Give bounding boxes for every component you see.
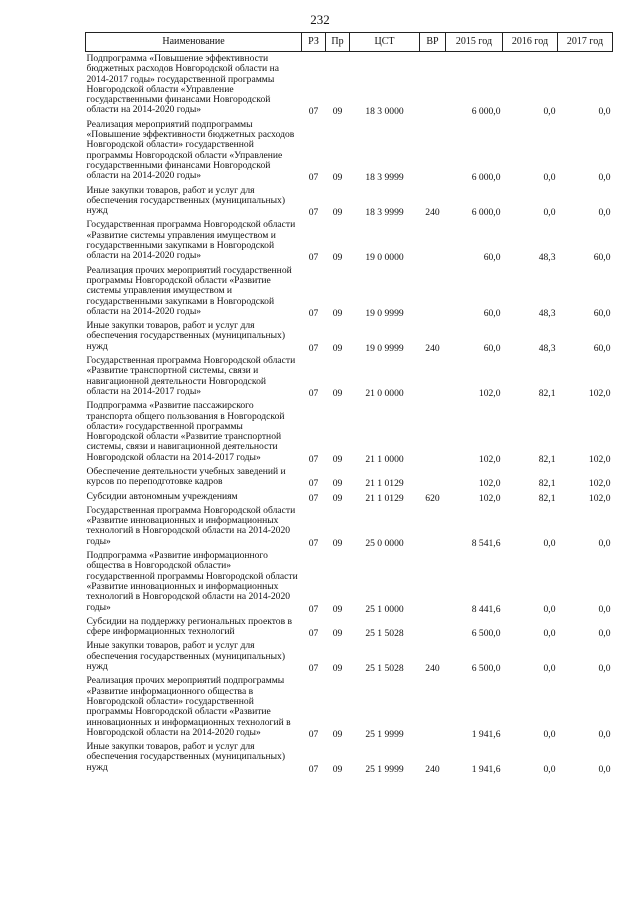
cell-y2017: 0,0 xyxy=(598,628,611,640)
cell-name: Иные закупки товаров, работ и услуг для обеспечения государственных (муниципальных) нужд xyxy=(86,640,286,673)
table-row xyxy=(86,118,613,184)
header-2017: 2017 год xyxy=(558,33,613,52)
cell-y2016: 0,0 xyxy=(543,537,556,549)
cell-y2017: 0,0 xyxy=(598,663,611,675)
cell-y2015: 60,0 xyxy=(483,342,501,354)
cell-rz: 07 xyxy=(308,763,319,775)
cell-y2015: 102,0 xyxy=(478,453,501,465)
table-row xyxy=(86,504,613,549)
cell-pr: 09 xyxy=(332,172,343,184)
cell-cst: 25 1 9999 xyxy=(365,763,404,775)
cell-vr xyxy=(420,264,446,319)
cell-pr: 09 xyxy=(332,106,343,118)
header-rz: РЗ xyxy=(302,33,326,52)
cell-name: Государственная программа Новгородской области «Развитие транспортной системы, связи и навигационной деятельности Новгородской области на 2014-2017 годы» xyxy=(86,355,296,397)
table-body xyxy=(86,52,613,776)
cell-y2015: 6 500,0 xyxy=(471,663,501,675)
cell-vr xyxy=(420,615,446,640)
cell-name: Государственная программа Новгородской области «Развитие системы управления имуществом и государственными закупками в Новгородской области на 2014-2020 годы» xyxy=(86,219,296,262)
page-number: 232 xyxy=(310,12,330,27)
cell-rz: 07 xyxy=(308,307,319,319)
table-row xyxy=(86,674,613,740)
cell-name: Иные закупки товаров, работ и услуг для обеспечения государственных (муниципальных) нужд xyxy=(86,184,286,217)
cell-cst: 21 0 0000 xyxy=(365,387,404,399)
table-row xyxy=(86,490,613,504)
cell-y2016: 48,3 xyxy=(538,307,556,319)
cell-name: Субсидии на поддержку региональных проектов в сфере информационных технологий xyxy=(86,615,293,638)
cell-cst: 19 0 9999 xyxy=(365,342,404,354)
table-row xyxy=(86,740,613,775)
cell-y2017: 0,0 xyxy=(598,728,611,740)
cell-y2016: 0,0 xyxy=(543,763,556,775)
cell-cst: 18 3 9999 xyxy=(365,172,404,184)
cell-pr: 09 xyxy=(332,342,343,354)
table-row xyxy=(86,549,613,615)
cell-y2015: 60,0 xyxy=(483,252,501,264)
cell-y2017: 0,0 xyxy=(598,172,611,184)
cell-y2017: 102,0 xyxy=(588,478,611,490)
cell-y2017: 0,0 xyxy=(598,603,611,615)
cell-rz: 07 xyxy=(308,603,319,615)
cell-y2016: 0,0 xyxy=(543,663,556,675)
cell-rz: 07 xyxy=(308,663,319,675)
cell-pr: 09 xyxy=(332,478,343,490)
cell-cst: 21 1 0129 xyxy=(365,478,404,490)
cell-y2015: 102,0 xyxy=(478,492,501,504)
cell-rz: 07 xyxy=(308,492,319,504)
cell-rz: 07 xyxy=(308,342,319,354)
cell-y2016: 82,1 xyxy=(538,478,556,490)
table-row xyxy=(86,465,613,490)
cell-y2016: 82,1 xyxy=(538,492,556,504)
cell-y2016: 0,0 xyxy=(543,207,556,219)
cell-cst: 19 0 9999 xyxy=(365,307,404,319)
cell-vr xyxy=(420,504,446,549)
cell-pr: 09 xyxy=(332,453,343,465)
cell-name: Подпрограмма «Повышение эффективности бюджетных расходов Новгородской области на 2014-2017 годы» государственной программы Новгородской области «Управление государственными финансами Новгородской области на 2014-2020 годы» xyxy=(86,53,279,116)
cell-pr: 09 xyxy=(332,307,343,319)
cell-pr: 09 xyxy=(332,537,343,549)
table-row xyxy=(86,52,613,118)
cell-y2015: 102,0 xyxy=(478,387,501,399)
table-row xyxy=(86,218,613,263)
cell-pr: 09 xyxy=(332,663,343,675)
cell-y2017: 0,0 xyxy=(598,106,611,118)
table-row xyxy=(86,319,613,354)
cell-vr xyxy=(420,354,446,399)
cell-y2015: 6 500,0 xyxy=(471,628,501,640)
cell-y2016: 0,0 xyxy=(543,172,556,184)
cell-pr: 09 xyxy=(332,252,343,264)
cell-y2016: 0,0 xyxy=(543,603,556,615)
cell-vr xyxy=(420,399,446,465)
cell-y2015: 8 441,6 xyxy=(471,603,501,615)
cell-vr: 240 xyxy=(425,763,440,775)
cell-name: Подпрограмма «Развитие пассажирского транспорта общего пользования в Новгородской области» государственной программы Новгородской области «Развитие транспортной системы, связи и навигационной деятельности Новгородской области на 2014-2017 годы» xyxy=(86,400,285,463)
cell-name: Государственная программа Новгородской области «Развитие инновационных и информационных технологий в Новгородской области на 2014-2020 годы» xyxy=(86,504,296,547)
header-vr: ВР xyxy=(420,33,446,52)
budget-table xyxy=(85,32,613,775)
cell-pr: 09 xyxy=(332,207,343,219)
cell-vr xyxy=(420,218,446,263)
cell-rz: 07 xyxy=(308,106,319,118)
cell-vr: 620 xyxy=(425,492,440,504)
table-row xyxy=(86,354,613,399)
cell-cst: 21 1 0000 xyxy=(365,453,404,465)
cell-vr: 240 xyxy=(425,663,440,675)
cell-cst: 25 1 5028 xyxy=(365,663,404,675)
cell-vr xyxy=(420,52,446,118)
cell-y2015: 6 000,0 xyxy=(471,172,501,184)
cell-pr: 09 xyxy=(332,387,343,399)
cell-rz: 07 xyxy=(308,387,319,399)
cell-cst: 25 0 0000 xyxy=(365,537,404,549)
cell-y2017: 60,0 xyxy=(593,342,611,354)
cell-name: Реализация прочих мероприятий государственной программы Новгородской области «Развитие системы управления имуществом и государственными закупками в Новгородской области на 2014-2020 годы» xyxy=(86,264,292,317)
cell-y2016: 48,3 xyxy=(538,252,556,264)
cell-vr: 240 xyxy=(425,342,440,354)
cell-cst: 19 0 0000 xyxy=(365,252,404,264)
cell-y2015: 6 000,0 xyxy=(471,207,501,219)
cell-y2017: 0,0 xyxy=(598,207,611,219)
cell-pr: 09 xyxy=(332,728,343,740)
cell-vr xyxy=(420,549,446,615)
header-2015: 2015 год xyxy=(446,33,503,52)
cell-y2016: 0,0 xyxy=(543,106,556,118)
table-row xyxy=(86,264,613,319)
cell-y2017: 102,0 xyxy=(588,492,611,504)
table-row xyxy=(86,184,613,219)
cell-rz: 07 xyxy=(308,728,319,740)
table-header-row xyxy=(86,33,613,52)
cell-y2017: 102,0 xyxy=(588,453,611,465)
cell-y2017: 60,0 xyxy=(593,252,611,264)
cell-rz: 07 xyxy=(308,252,319,264)
cell-y2017: 0,0 xyxy=(598,537,611,549)
cell-y2015: 102,0 xyxy=(478,478,501,490)
cell-name: Реализация прочих мероприятий подпрограммы «Развитие информационного общества в Новгородской области» государственной программы Новгородской области «Развитие инновационных и информационных технологий в Новгородской области на 2014-2020 годы» xyxy=(86,675,291,738)
cell-cst: 21 1 0129 xyxy=(365,492,404,504)
cell-vr xyxy=(420,674,446,740)
cell-pr: 09 xyxy=(332,763,343,775)
cell-cst: 25 1 9999 xyxy=(365,728,404,740)
cell-name: Иные закупки товаров, работ и услуг для обеспечения государственных (муниципальных) нужд xyxy=(86,320,286,352)
cell-rz: 07 xyxy=(308,628,319,640)
cell-y2015: 1 941,6 xyxy=(471,728,501,740)
cell-vr xyxy=(420,465,446,490)
cell-vr xyxy=(420,118,446,184)
cell-cst: 25 1 0000 xyxy=(365,603,404,615)
cell-vr: 240 xyxy=(425,207,440,219)
cell-cst: 18 3 0000 xyxy=(365,106,404,118)
cell-cst: 25 1 5028 xyxy=(365,628,404,640)
cell-rz: 07 xyxy=(308,537,319,549)
table-row xyxy=(86,639,613,674)
cell-name: Подпрограмма «Развитие информационного общества в Новгородской области» государственной программы Новгородской области «Развитие инновационных и информационных технологий в Новгородской области на 2014-2020 годы» xyxy=(86,550,298,613)
cell-name: Иные закупки товаров, работ и услуг для обеспечения государственных (муниципальных) нужд xyxy=(86,741,286,773)
header-cst: ЦСТ xyxy=(350,33,420,52)
cell-y2016: 0,0 xyxy=(543,728,556,740)
cell-name: Реализация мероприятий подпрограммы «Повышение эффективности бюджетных расходов Новгородской области» государственной программы Новгородской области «Управление государственными финансами Новгородской области на 2014-2020 годы» xyxy=(86,118,295,182)
cell-y2017: 102,0 xyxy=(588,387,611,399)
table-row xyxy=(86,399,613,465)
cell-pr: 09 xyxy=(332,492,343,504)
header-2016: 2016 год xyxy=(503,33,558,52)
cell-name: Субсидии автономным учреждениям xyxy=(86,490,238,502)
cell-rz: 07 xyxy=(308,172,319,184)
cell-cst: 18 3 9999 xyxy=(365,207,404,219)
cell-rz: 07 xyxy=(308,453,319,465)
table-row xyxy=(86,615,613,640)
cell-rz: 07 xyxy=(308,207,319,219)
header-pr: Пр xyxy=(326,33,350,52)
cell-rz: 07 xyxy=(308,478,319,490)
cell-y2017: 0,0 xyxy=(598,763,611,775)
cell-y2015: 6 000,0 xyxy=(471,106,501,118)
cell-y2016: 82,1 xyxy=(538,387,556,399)
cell-pr: 09 xyxy=(332,628,343,640)
cell-y2015: 60,0 xyxy=(483,307,501,319)
cell-y2016: 82,1 xyxy=(538,453,556,465)
header-name: Наименование xyxy=(86,33,302,52)
cell-y2016: 48,3 xyxy=(538,342,556,354)
cell-y2016: 0,0 xyxy=(543,628,556,640)
cell-pr: 09 xyxy=(332,603,343,615)
cell-name: Обеспечение деятельности учебных заведений и курсов по переподготовке кадров xyxy=(86,465,286,488)
cell-y2015: 1 941,6 xyxy=(471,763,501,775)
cell-y2015: 8 541,6 xyxy=(471,537,501,549)
cell-y2017: 60,0 xyxy=(593,307,611,319)
